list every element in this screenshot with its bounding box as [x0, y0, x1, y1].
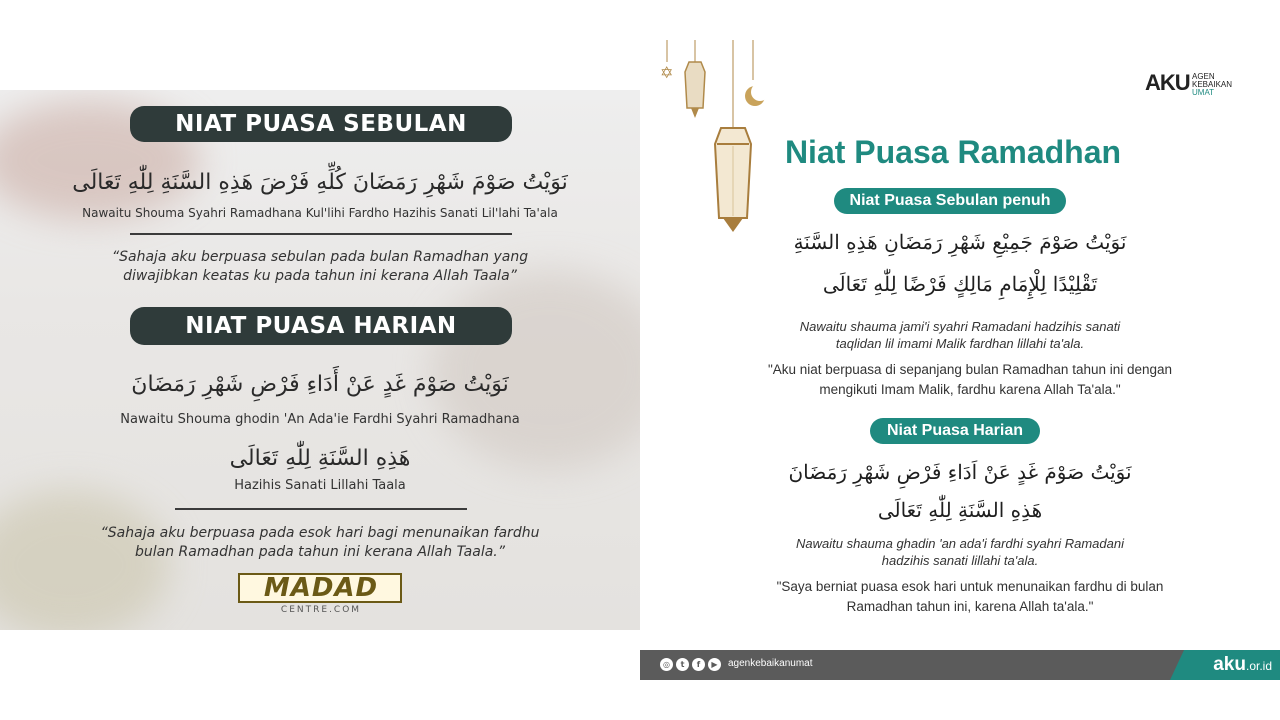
lantern-decoration: [655, 40, 785, 240]
translit-harian-line2: hadzihis sanati lillahi ta'ala.: [881, 553, 1039, 568]
madad-logo: [238, 573, 404, 617]
meaning-niat-sebulan-line1: “Sahaja aku berpuasa sebulan pada bulan Ramadhan yang: [111, 249, 529, 265]
instagram-icon[interactable]: ◎: [660, 658, 673, 671]
madad-logo-sub: CENTRE.COM: [280, 605, 362, 615]
meaning-niat-harian-line2: bulan Ramadhan pada tahun ini kerana Allah Taala.”: [135, 544, 505, 560]
arabic-harian-line2: هَذِهِ السَّنَةِ لِلّٰهِ تَعَالَى: [877, 498, 1043, 522]
background-blur-shape: [430, 270, 640, 470]
translit-sebulan-line2: taqlidan lil imami Malik fardhan lillahi ta'ala.: [835, 336, 1085, 351]
youtube-icon[interactable]: ▶: [708, 658, 721, 671]
arabic-niat-harian: نَوَيْتُ صَوْمَ غَدٍ عَنْ أَدَاءِ فَرْضِ شَهْرِ رَمَضَانَ: [131, 372, 509, 397]
meaning-niat-sebulan-line2: diwajibkan keatas ku pada tahun ini kerana Allah Taala”: [123, 268, 517, 284]
right-poster: [640, 40, 1280, 680]
aku-logo: [1145, 70, 1255, 100]
page-title: Niat Puasa Ramadhan: [784, 134, 1122, 170]
meaning-sebulan-line2: mengikuti Imam Malik, fardhu karena Allah Ta'ala.": [819, 382, 1121, 397]
aku-logo-line1: AGEN: [1192, 72, 1215, 81]
divider: [175, 508, 467, 510]
arabic-harian-line1: نَوَيْتُ صَوْمَ غَدٍ عَنْ اَدَاءِ فَرْضِ شَهْرِ رَمَضَانَ: [788, 460, 1132, 484]
translit-niat-harian: Nawaitu Shouma ghodin 'An Ada'ie Fardhi Syahri Ramadhana: [120, 412, 520, 427]
arabic-niat-sebulan: نَوَيْتُ صَوْمَ شَهْرِ رَمَضَانَ كُلِّهِ فَرْضَ هَذِهِ السَّنَةِ لِلّٰهِ تَعَالَى: [72, 170, 568, 195]
translit-sebulan-line1: Nawaitu shauma jami'i syahri Ramadani hadzihis sanati: [799, 319, 1121, 334]
website-tld: .or.id: [1245, 659, 1272, 673]
footer-bar: [640, 650, 1280, 680]
divider: [130, 233, 512, 235]
heading-niat-sebulan: NIAT PUASA SEBULAN: [130, 106, 512, 142]
meaning-sebulan-line1: "Aku niat berpuasa di sepanjang bulan Ramadhan tahun ini dengan: [767, 362, 1173, 377]
section-harian: Niat Puasa Harian: [870, 418, 1040, 444]
twitter-icon[interactable]: t: [676, 658, 689, 671]
madad-logo-name: MADAD: [263, 573, 379, 603]
website-name: aku: [1213, 654, 1246, 675]
meaning-niat-harian-line1: “Sahaja aku berpuasa pada esok hari bagi menunaikan fardhu: [100, 525, 540, 541]
arabic-sebulan-line2: تَقْلِيْدًا لِلْإِمَامِ مَالِكٍ فَرْضًا لِلّٰهِ تَعَالَى: [822, 272, 1098, 296]
aku-logo-tagline: [1192, 73, 1232, 97]
left-poster: [0, 90, 640, 630]
aku-logo-line2: KEBAIKAN: [1192, 80, 1233, 89]
svg-text:✡: ✡: [660, 63, 674, 82]
meaning-harian-line2: Ramadhan tahun ini, karena Allah ta'ala.": [846, 599, 1094, 614]
meaning-harian-line1: "Saya berniat puasa esok hari untuk menunaikan fardhu di bulan: [776, 579, 1164, 594]
website-link[interactable]: [1213, 654, 1272, 676]
translit-niat-sebulan: Nawaitu Shouma Syahri Ramadhana Kul'lihi Fardho Hazihis Sanati Lil'lahi Ta'ala: [82, 206, 558, 220]
translit-niat-harian-2: Hazihis Sanati Lillahi Taala: [234, 478, 406, 493]
social-handle[interactable]: agenkebaikanumat: [728, 658, 813, 669]
heading-niat-harian: NIAT PUASA HARIAN: [130, 307, 512, 345]
arabic-sebulan-line1: نَوَيْتُ صَوْمَ جَمِيْعِ شَهْرِ رَمَضَانِ هَذِهِ السَّنَةِ: [793, 230, 1127, 254]
aku-logo-line3: UMAT: [1192, 88, 1215, 97]
translit-harian-line1: Nawaitu shauma ghadin 'an ada'i fardhi syahri Ramadani: [796, 536, 1124, 551]
aku-logo-mark: AKU: [1145, 70, 1190, 95]
arabic-niat-harian-2: هَذِهِ السَّنَةِ لِلّٰهِ تَعَالَى: [229, 446, 411, 471]
section-sebulan-penuh: Niat Puasa Sebulan penuh: [834, 188, 1066, 214]
facebook-icon[interactable]: f: [692, 658, 705, 671]
